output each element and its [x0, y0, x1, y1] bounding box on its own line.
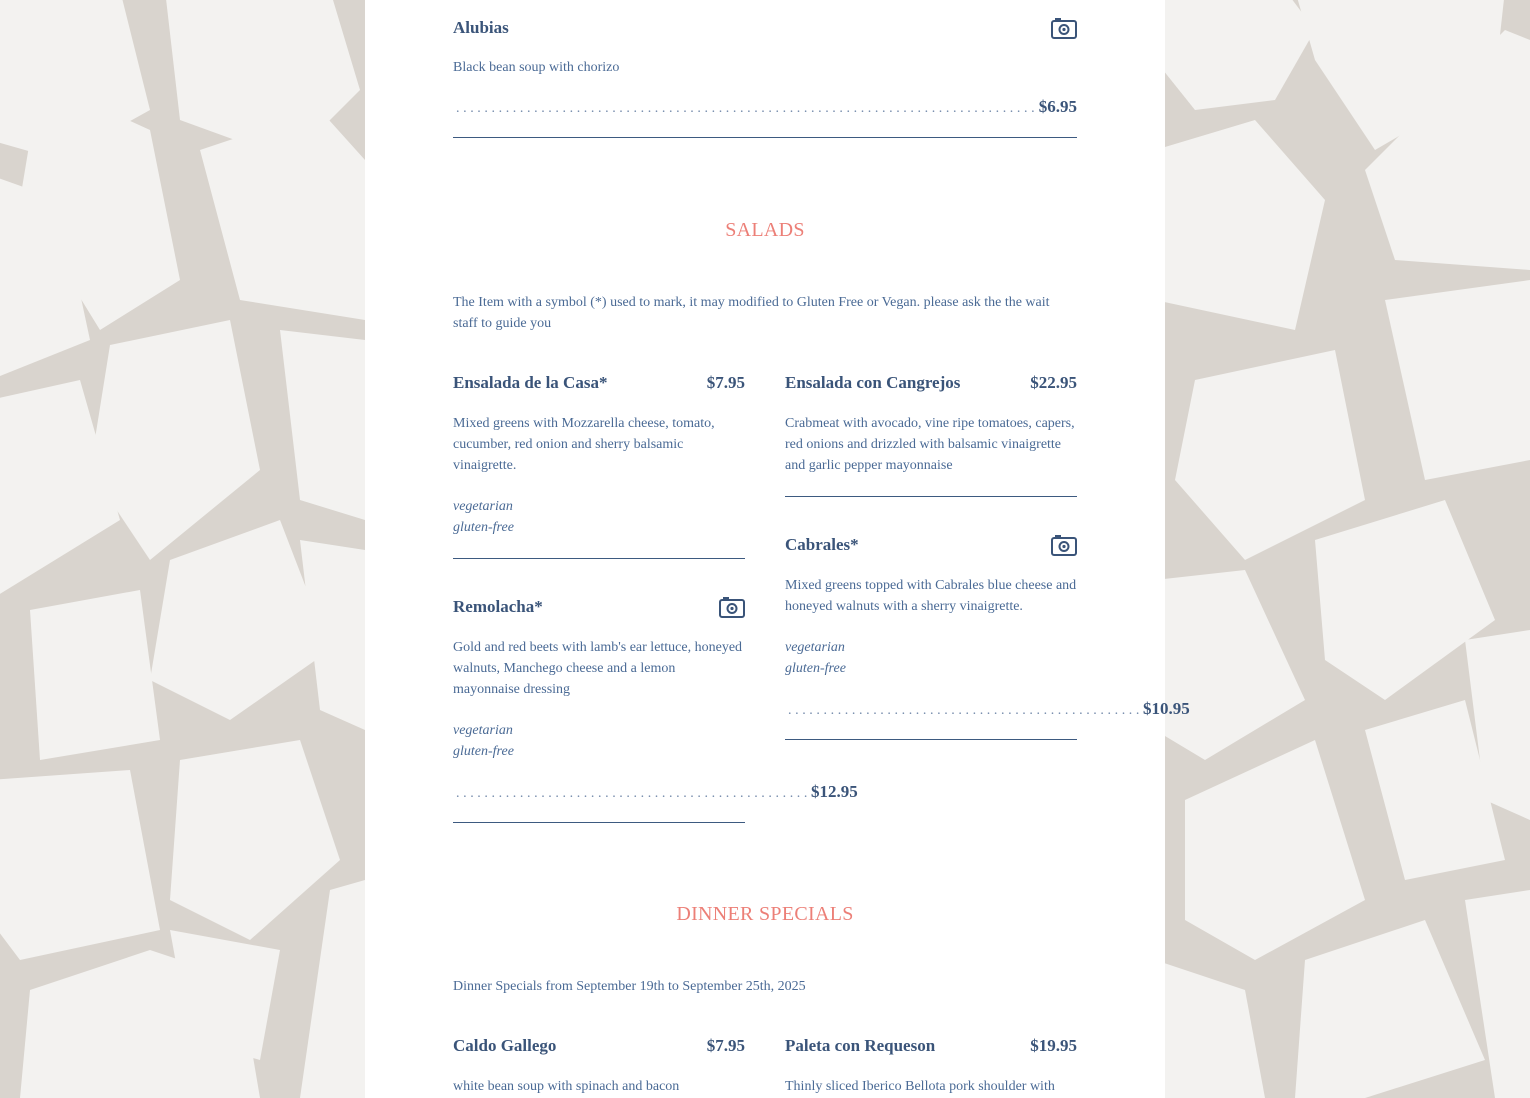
- camera-icon[interactable]: [719, 596, 745, 618]
- menu-item-ensalada-cangrejos: [785, 372, 1077, 497]
- item-tags: [453, 496, 745, 538]
- tag-vegetarian: vegetarian: [785, 640, 845, 655]
- item-description: Gold and red beets with lamb's ear lettuce, honeyed walnuts, Manchego cheese and a lemon mayonnaise dressing: [453, 640, 743, 697]
- section-intro-salads: The Item with a symbol (*) used to mark, it may modified to Gluten Free or Vegan. please ask the the wait staff to guide you: [453, 295, 1050, 331]
- item-description: Thinly sliced Iberico Bellota pork shoulder with: [785, 1079, 1055, 1094]
- item-divider: [453, 137, 1077, 138]
- menu-item-ensalada-casa: [453, 372, 745, 559]
- camera-icon[interactable]: [1051, 534, 1077, 556]
- menu-item-alubias: [453, 10, 1077, 138]
- item-name: Remolacha*: [453, 597, 543, 616]
- price-leader: [453, 96, 1077, 118]
- item-description: white bean soup with spinach and bacon: [453, 1079, 680, 1094]
- item-divider: [453, 558, 745, 559]
- item-description: Mixed greens with Mozzarella cheese, tomato, cucumber, red onion and sherry balsamic vinaigrette.: [453, 416, 715, 473]
- item-price: $22.95: [1030, 373, 1077, 392]
- stone-background-left: [0, 0, 365, 1098]
- item-name: Alubias: [453, 18, 509, 37]
- tag-gluten-free: gluten-free: [453, 744, 514, 759]
- item-name: Caldo Gallego: [453, 1036, 557, 1055]
- item-price: $7.95: [706, 373, 745, 392]
- item-description: Crabmeat with avocado, vine ripe tomatoes, capers, red onions and drizzled with balsamic vinaigrette and garlic pepper mayonnaise: [785, 416, 1075, 473]
- item-divider: [785, 496, 1077, 497]
- menu-item-paleta-requeson: [785, 1035, 1077, 1097]
- item-name: Ensalada de la Casa*: [453, 373, 608, 392]
- item-name: Ensalada con Cangrejos: [785, 373, 961, 392]
- section-intro-dinner-specials: Dinner Specials from September 19th to September 25th, 2025: [453, 979, 806, 994]
- price-leader: [453, 781, 858, 803]
- tag-vegetarian: vegetarian: [453, 723, 513, 738]
- item-description: Mixed greens topped with Cabrales blue cheese and honeyed walnuts with a sherry vinaigrette.: [785, 578, 1077, 614]
- price-leader: [785, 698, 1190, 720]
- item-name: Cabrales*: [785, 535, 859, 554]
- dot-leader: ..................................................: [456, 786, 811, 801]
- stone-background-right: [1165, 0, 1530, 1098]
- tag-gluten-free: gluten-free: [785, 661, 846, 676]
- item-price: $19.95: [1030, 1036, 1077, 1055]
- section-title-salads: SALADS: [725, 219, 805, 241]
- camera-icon[interactable]: [1051, 17, 1077, 39]
- menu-item-remolacha: [453, 590, 858, 823]
- item-description: Black bean soup with chorizo: [453, 60, 620, 75]
- item-price: $12.95: [811, 782, 858, 801]
- item-price: $7.95: [706, 1036, 745, 1055]
- item-price: $6.95: [1038, 97, 1077, 116]
- item-name: Paleta con Requeson: [785, 1036, 936, 1055]
- dot-leader: ..................................................: [788, 703, 1143, 718]
- dot-leader: ..................................................................................: [456, 101, 1039, 116]
- item-divider: [785, 739, 1077, 740]
- item-divider: [453, 822, 745, 823]
- tag-gluten-free: gluten-free: [453, 520, 514, 535]
- section-title-dinner-specials: DINNER SPECIALS: [676, 903, 854, 925]
- item-tags: [785, 637, 1077, 679]
- item-price: $10.95: [1143, 699, 1190, 718]
- menu-panel: [365, 0, 1190, 1098]
- menu-item-cabrales: [785, 528, 1190, 740]
- item-tags: [453, 720, 745, 762]
- tag-vegetarian: vegetarian: [453, 499, 513, 514]
- menu-item-caldo-gallego: [453, 1035, 745, 1097]
